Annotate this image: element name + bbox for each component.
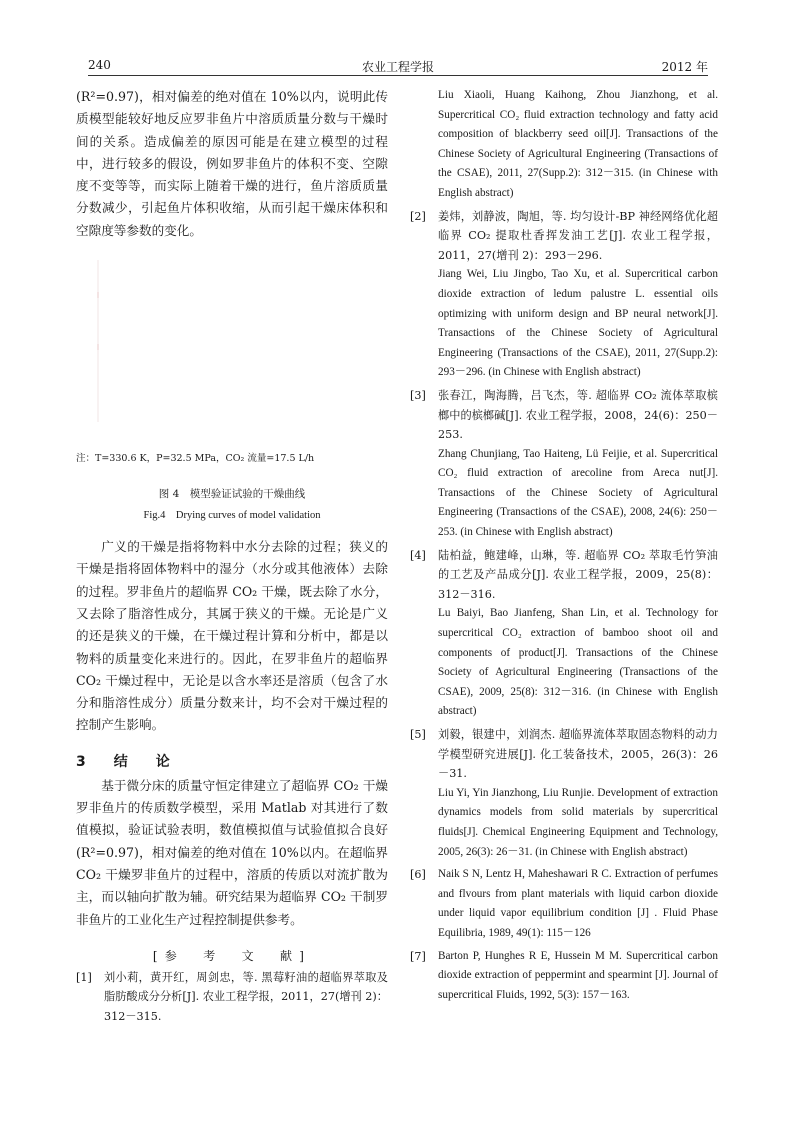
figure-caption-cn: 图 4 模型验证试验的干燥曲线 bbox=[158, 488, 306, 501]
reference-number: [1] bbox=[76, 970, 92, 984]
reference-item-7 bbox=[410, 947, 718, 1006]
reference-text-en: Lu Baiyi, Bao Jianfeng, Shan Lin, et al. Technology for supercritical CO₂ extraction of bamboo shoot oil and components of product[J]. Transactions of the Chinese Society of Agricultural Engineering (Transactions of the CSAE), 2009, 25(8): 312－316. (in Chinese with English abstract) bbox=[438, 607, 718, 718]
reference-number: [2] bbox=[410, 209, 426, 223]
reference-item-1-continued bbox=[410, 86, 718, 204]
reference-text-cn: 姜炜，刘静波，陶旭，等. 均匀设计-BP 神经网络优化超临界 CO₂ 提取杜香挥发油工艺[J]. 农业工程学报，2011，27(增刊 2)：293－296. bbox=[438, 209, 718, 262]
page-header bbox=[88, 55, 708, 76]
results-paragraph: (R²=0.97)，相对偏差的绝对值在 10%以内，说明此传质模型能较好地反应罗非鱼片中溶质质量分数与干燥时间的关系。造成偏差的原因可能是在建立模型的过程中，进行较多的假设，例如罗非鱼片的体积不变、空隙度不变等等，而实际上随着干燥的进行，鱼片溶质质量分数减少，引起鱼片体积收缩，从而引起干燥床体积和空隙度等参数的变化。 bbox=[76, 89, 388, 238]
reference-number: [4] bbox=[410, 548, 426, 562]
reference-item-2 bbox=[410, 207, 718, 383]
left-column bbox=[76, 86, 388, 1027]
reference-text-en: Barton P, Hunghes R E, Hussein M M. Supercritical carbon dioxide extraction of peppermint and spearmint [J]. Journal of supercritical Fluids, 1992, 5(3): 157－163. bbox=[438, 949, 718, 1001]
reference-text-cn: 刘小莉，黄开红，周剑忠，等. 黑莓籽油的超临界萃取及脂肪酸成分分析[J]. 农业工程学报，2011，27(增刊 2)：312－315. bbox=[104, 970, 388, 1024]
reference-item-4 bbox=[410, 546, 718, 722]
reference-text-en: Liu Xiaoli, Huang Kaihong, Zhou Jianzhong, et al. Supercritical CO₂ fluid extraction technology and fatty acid composition of blackberry seed oil[J]. Transactions of the Chinese Society of Agricultural Engineering (Transactions of the CSAE), 2011, 27(Supp.2): 312－315. (in Chinese with English abstract) bbox=[438, 89, 718, 199]
conclusion-paragraph: 基于微分床的质量守恒定律建立了超临界 CO₂ 干燥罗非鱼片的传质数学模型，采用 Matlab 对其进行了数值模拟，验证试验表明，数值模拟值与试验值拟合良好(R²=0.97)，相对偏差的绝对值在 10%以内。在超临界 CO₂ 干燥罗非鱼片的过程中，溶质的传质以对流扩散为主，而以轴向扩散为辅。研究结果为超临界 CO₂ 干制罗非鱼片的工业化生产过程控制提供参考。 bbox=[76, 777, 388, 927]
reference-text-en: Naik S N, Lentz H, Maheshawari R C. Extraction of perfumes and flvours from plant materials with liquid carbon dioxide under liquid vapor equilibrium condition [J] . Fluid Phase Equilibria, 1989, 49(1): 115－126 bbox=[438, 868, 718, 939]
reference-number: [6] bbox=[410, 868, 426, 882]
references-title: [参 考 文 献] bbox=[152, 948, 312, 963]
reference-number: [3] bbox=[410, 388, 426, 402]
reference-item-5 bbox=[410, 725, 718, 862]
reference-text-en: Jiang Wei, Liu Jingbo, Tao Xu, et al. Supercritical carbon dioxide extraction of ledum palustre L. essential oils optimizing with uniform design and BP neural network[J]. Transactions of the Chinese Society of Agricultural Engineering (Transactions of the CSAE), 2011, 27(Supp.2): 293－296. (in Chinese with English abstract) bbox=[438, 268, 718, 379]
reference-number: [7] bbox=[410, 949, 426, 963]
right-column bbox=[410, 86, 718, 1005]
journal-title: 农业工程学报 bbox=[361, 60, 434, 74]
reference-text-cn: 张春江，陶海腾，吕飞杰，等. 超临界 CO₂ 流体萃取槟榔中的槟榔碱[J]. 农业工程学报，2008，24(6)：250－253. bbox=[438, 388, 718, 442]
figure-4 bbox=[76, 252, 388, 432]
page-number: 240 bbox=[88, 58, 111, 72]
reference-item-1 bbox=[76, 968, 388, 1027]
reference-text-en: Liu Yi, Yin Jianzhong, Liu Runjie. Development of extraction dynamics models from solid materials by supercritical fluids[J]. Chemical Engineering Equipment and Technology, 2005, 26(3): 26－31. (in Chinese with English abstract) bbox=[438, 786, 718, 858]
figure-note: 注：T=330.6 K，P=32.5 MPa，CO₂ 流量=17.5 L/h bbox=[76, 453, 315, 465]
reference-text-cn: 刘毅，银建中，刘润杰. 超临界流体萃取固态物料的动力学模型研究进展[J]. 化工装备技术，2005，26(3)：26－31. bbox=[438, 728, 718, 781]
section-title-conclusion: 3 结 论 bbox=[76, 753, 177, 770]
reference-item-6 bbox=[410, 865, 718, 943]
reference-text-en: Zhang Chunjiang, Tao Haiteng, Lü Feijie, et al. Supercritical CO₂ fluid extraction of arecoline from Areca nut[J]. Transactions of the Chinese Society of Agricultural Engineering (Transactions of the CSAE), 2008, 24(6): 250－253. (in Chinese with English abstract) bbox=[438, 447, 718, 539]
figure-4-graphic bbox=[76, 252, 388, 432]
drying-discussion-paragraph: 广义的干燥是指将物料中水分去除的过程；狭义的干燥是指将固体物料中的湿分（水分或其他液体）去除的过程。罗非鱼片的超临界 CO₂ 干燥，既去除了水分，又去除了脂溶性成分，其属于狭义的干燥。无论是广义的还是狭义的干燥，在干燥过程计算和分析中，都是以物料的质量变化来进行的。因此，在罗非鱼片的超临界 CO₂ 干燥过程中，无论是以含水率还是溶质（包含了水分和脂溶性成分）质量分数来计，均不会对干燥过程的控制产生影响。 bbox=[76, 539, 388, 733]
figure-caption-en: Fig.4 Drying curves of model validation bbox=[143, 510, 321, 522]
reference-text-cn: 陆柏益，鲍建峰，山琳，等. 超临界 CO₂ 萃取毛竹笋油的工艺及产品成分[J]. 农业工程学报，2009，25(8)：312－316. bbox=[438, 548, 718, 601]
reference-item-3 bbox=[410, 386, 718, 543]
journal-year: 2012 年 bbox=[661, 60, 708, 74]
reference-number: [5] bbox=[410, 728, 426, 741]
